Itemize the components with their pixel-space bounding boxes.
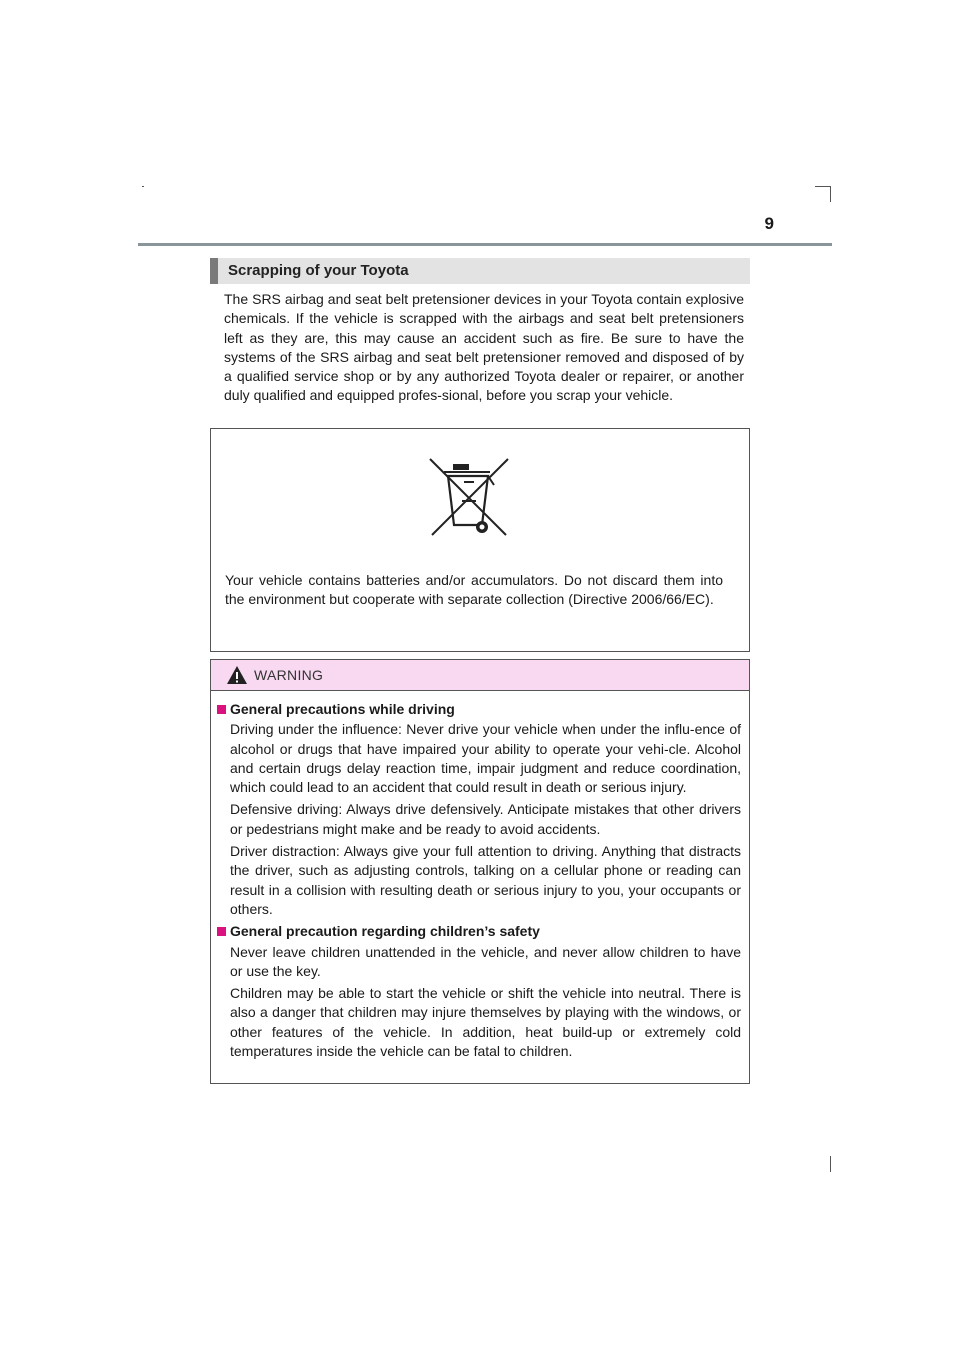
- crop-mark: [830, 186, 831, 202]
- warning-section-title: [215, 922, 741, 941]
- warning-paragraph: Never leave children unattended in the vehicle, and never allow children to have or use the key.: [230, 943, 741, 979]
- warning-paragraph: Children may be able to start the vehicle or shift the vehicle into neutral. There is also a danger that children may injure themselves by playing with the windows, or other features of the vehicle. In addition, heat build-up or extremely cold temperatures inside the vehicle can be fatal to children.: [230, 985, 741, 1060]
- warning-box: [210, 659, 750, 1084]
- section-heading: Scrapping of your Toyota: [210, 258, 750, 284]
- warning-section-title: [215, 700, 741, 719]
- warning-header: [211, 660, 749, 691]
- warning-section-title-text: General precaution regarding children’s safety: [230, 923, 540, 940]
- crossed-out-wheeled-bin-icon: [426, 455, 512, 541]
- warning-body: [215, 700, 741, 1064]
- crop-mark: [815, 186, 831, 187]
- warning-triangle-icon: [226, 665, 248, 685]
- warning-paragraph: Driver distraction: Always give your full attention to driving. Anything that distracts the driver, such as adjusting controls, talking on a cellular phone or reading can result in a collision with resulting death or serious injury to you, your occupants or others.: [230, 843, 741, 917]
- header-rule: [138, 243, 832, 246]
- recycling-notice-text: Your vehicle contains batteries and/or accumulators. Do not discard them into the environment but cooperate with separate collection (Directive 2006/66/EC).: [225, 572, 723, 608]
- page-number: 9: [764, 214, 774, 233]
- bullet-square-icon: [217, 927, 226, 936]
- recycling-notice-box: [210, 428, 750, 652]
- crop-mark: [142, 186, 144, 187]
- warning-label: WARNING: [254, 667, 324, 683]
- intro-paragraph: The SRS airbag and seat belt pretensioner devices in your Toyota contain explosive chemicals. If the vehicle is scrapped with the airbags and seat belt pretensioners left as they are, this may cause an accident such as fire. Be sure to have the systems of the SRS airbag and seat belt pretensioner removed and disposed of by a qualified service shop or by any authorized Toyota dealer or repairer, or another duly qualified and equipped profes-sional, before you scrap your vehicle.: [224, 291, 744, 404]
- crop-mark: [830, 1156, 831, 1172]
- warning-section-title-text: General precautions while driving: [230, 701, 455, 717]
- warning-paragraph: Defensive driving: Always drive defensively. Anticipate mistakes that other drivers or pedestrians might make and be ready to avoid accidents.: [230, 801, 741, 837]
- warning-paragraph: Driving under the influence: Never drive your vehicle when under the influ-ence of alcohol or drugs that have impaired your ability to operate your vehi-cle. Alcohol and certain drugs delay reaction time, impair judgment and reduce coordination, which could lead to an accident that could result in death or serious injury.: [230, 721, 741, 796]
- bullet-square-icon: [217, 705, 226, 714]
